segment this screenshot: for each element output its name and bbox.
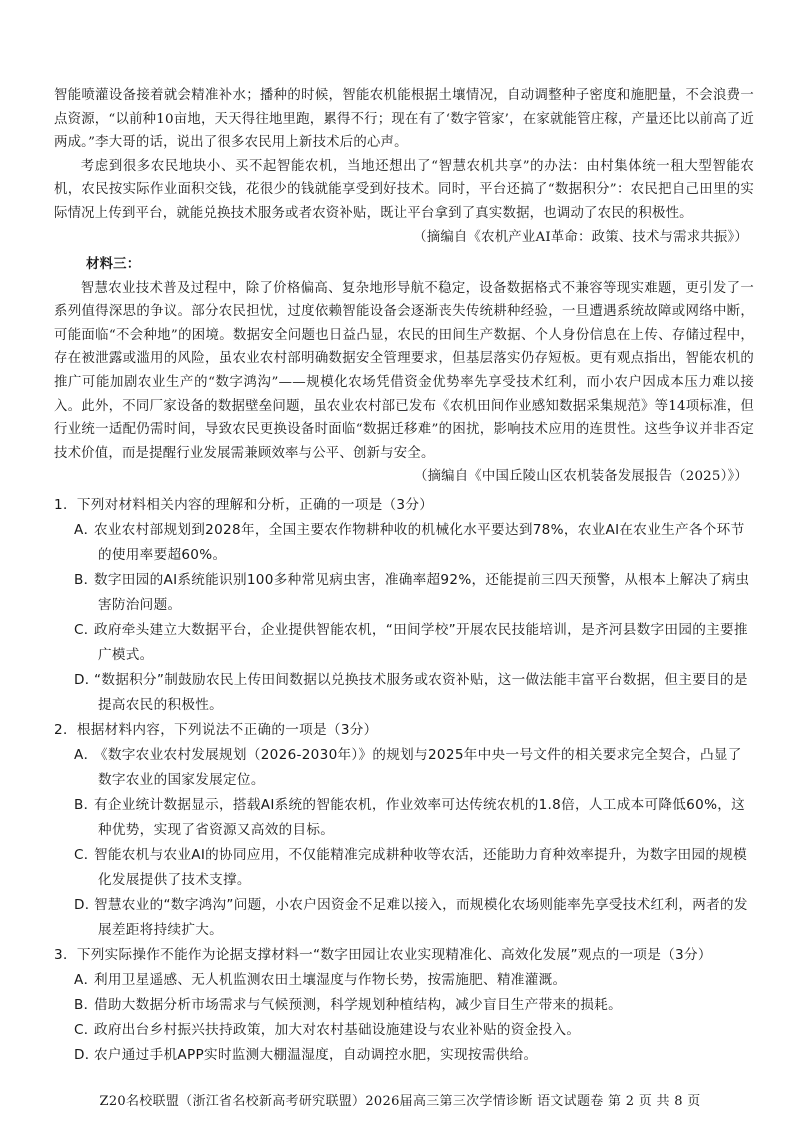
- option-text: 利用卫星遥感、无人机监测农田土壤湿度与作物长势，按需施肥、精准灌溉。: [94, 972, 567, 988]
- question-1: [54, 493, 754, 718]
- option-letter: B．: [74, 997, 98, 1013]
- question-3: [54, 943, 754, 1068]
- question-list: [54, 493, 754, 1068]
- question-stem: 3．下列实际操作不能作为论据支撑材料一“数字田园让农业实现精准化、高效化发展”观点的一项是（3分）: [54, 947, 712, 963]
- option-letter: C．: [74, 1022, 98, 1038]
- option-letter: C．: [74, 622, 98, 638]
- option-text: 有企业统计数据显示，搭载AI系统的智能农机，作业效率可达传统农机的1.8倍，人工成本可降低60%，这种优势，实现了省资源又高效的目标。: [94, 797, 746, 838]
- option-letter: D．: [74, 672, 99, 688]
- option-letter: B．: [74, 572, 98, 588]
- option-letter: B．: [74, 797, 98, 813]
- option-text: “数据积分”制鼓励农民上传田间数据以兑换技术服务或农资补贴，这一做法能丰富平台数据，但主要目的是提高农民的积极性。: [94, 672, 748, 713]
- option-b: [54, 993, 754, 1018]
- option-letter: A．: [74, 522, 98, 538]
- option-text: 《数字农业农村发展规划（2026-2030年）》的规划与2025年中央一号文件的相关要求完全契合，凸显了数字农业的国家发展定位。: [94, 747, 742, 788]
- material-3-body: 智慧农业技术普及过程中，除了价格偏高、复杂地形导航不稳定，设备数据格式不兼容等现实难题，更引发了一系列值得深思的争议。部分农民担忧，过度依赖智能设备会逐渐丧失传统耕种经验，一旦遭遇系统故障或网络中断，可能面临“不会种地”的困境。数据安全问题也日益凸显，农民的田间生产数据、个人身份信息在上传、存储过程中，存在被泄露或滥用的风险，虽农业农村部明确数据安全管理要求，但基层落实仍存短板。更有观点指出，智能农机的推广可能加剧农业生产的“数字鸿沟”——规模化农场凭借资金优势率先享受技术红利，而小农户因成本压力难以接入。此外，不同厂家设备的数据壁垒问题，虽农业农村部已发布《农机田间作业感知数据采集规范》等14项标准，但行业统一适配仍需时间，导致农民更换设备时面临“数据迁移难”的困扰，影响技术应用的连贯性。这些争议并非否定技术价值，而是提醒行业发展需兼顾效率与公平、创新与安全。: [54, 280, 754, 461]
- option-b: [54, 568, 754, 618]
- option-letter: C．: [74, 847, 98, 863]
- option-d: [54, 668, 754, 718]
- option-letter: A．: [74, 972, 98, 988]
- option-text: 智能农机与农业AI的协同应用，不仅能精准完成耕种收等农活，还能助力育种效率提升，为数字田园的规模化发展提供了技术支撑。: [94, 847, 748, 888]
- material-3-heading: 材料三：: [86, 256, 141, 272]
- material-2-source: （摘编自《农机产业AI革命：政策、技术与需求共振》）: [413, 229, 748, 245]
- question-2: [54, 718, 754, 943]
- option-a: [54, 743, 754, 793]
- option-text: 智慧农业的“数字鸿沟”问题，小农户因资金不足难以接入，而规模化农场则能率先享受技术红利，两者的发展差距将持续扩大。: [94, 897, 748, 938]
- option-text: 农户通过手机APP实时监测大棚温湿度，自动调控水肥，实现按需供给。: [94, 1047, 538, 1063]
- material-2-paragraph: 考虑到很多农民地块小、买不起智能农机，当地还想出了“智慧农机共享”的办法：由村集体统一租大型智能农机，农民按实际作业面积交钱，花很少的钱就能享受到好技术。同时，平台还搞了“数据积分”：农民把自己田里的实际情况上传到平台，就能兑换技术服务或者农资补贴，既让平台拿到了真实数据，也调动了农民的积极性。: [54, 158, 754, 221]
- question-stem: 2．根据材料内容，下列说法不正确的一项是（3分）: [54, 722, 378, 738]
- material-2-paragraph: 智能喷灌设备接着就会精准补水；播种的时候，智能农机能根据土壤情况，自动调整种子密度和施肥量，不会浪费一点资源，“以前种10亩地，天天得往地里跑，累得不行；现在有了‘数字管家’，在家就能管庄稼，产量还比以前高了近两成。”李大哥的话，说出了很多农民用上新技术后的心声。: [54, 88, 754, 151]
- material-3-source: （摘编自《中国丘陵山区农机装备发展报告（2025）》）: [413, 469, 748, 485]
- material-3: [54, 253, 754, 489]
- option-text: 政府牵头建立大数据平台，企业提供智能农机，“田间学校”开展农民技能培训，是齐河县数字田园的主要推广模式。: [94, 622, 748, 663]
- question-stem: 1．下列对材料相关内容的理解和分析，正确的一项是（3分）: [54, 497, 434, 513]
- option-c: [54, 618, 754, 668]
- option-d: [54, 893, 754, 943]
- option-d: [54, 1043, 754, 1068]
- option-a: [54, 968, 754, 993]
- option-text: 数字田园的AI系统能识别100多种常见病虫害，准确率超92%，还能提前三四天预警，从根本上解决了病虫害防治问题。: [94, 572, 750, 613]
- option-letter: D．: [74, 1047, 99, 1063]
- option-letter: A．: [74, 747, 98, 763]
- option-b: [54, 793, 754, 843]
- option-text: 政府出台乡村振兴扶持政策，加大对农村基础设施建设与农业补贴的资金投入。: [94, 1022, 581, 1038]
- option-c: [54, 1018, 754, 1043]
- option-c: [54, 843, 754, 893]
- option-letter: D．: [74, 897, 99, 913]
- material-2-continuation: [54, 84, 754, 249]
- option-a: [54, 518, 754, 568]
- option-text: 借助大数据分析市场需求与气候预测，科学规划种植结构，减少盲目生产带来的损耗。: [94, 997, 622, 1013]
- option-text: 农业农村部规划到2028年，全国主要农作物耕种收的机械化水平要达到78%，农业AI在农业生产各个环节的使用率要超60%。: [94, 522, 745, 563]
- page-footer: Z20名校联盟（浙江省名校新高考研究联盟）2026届高三第三次学情诊断 语文试题卷 第 2 页 共 8 页: [99, 1094, 701, 1109]
